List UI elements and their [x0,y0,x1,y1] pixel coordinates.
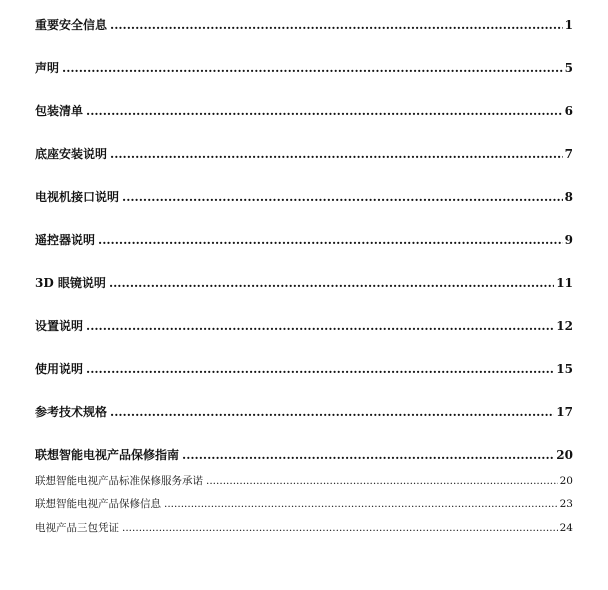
toc-page-number: 23 [559,498,573,510]
toc-dot-leader [109,275,554,291]
toc-entry-title: 电视产品三包凭证 [35,522,119,534]
toc-entry[interactable] [35,17,573,33]
toc-dot-leader [164,497,558,511]
toc-page-number: 20 [559,475,573,487]
toc-dot-leader [122,521,558,535]
toc-entry[interactable] [35,318,573,334]
toc-entry[interactable] [35,232,573,248]
toc-entry-title: 包装清单 [35,104,84,118]
toc-page-number: 9 [564,233,573,247]
toc-entry[interactable] [35,447,573,463]
toc-dot-leader [110,146,563,162]
toc-entry[interactable] [35,189,573,205]
toc-page-number: 24 [559,522,573,534]
toc-page-number: 17 [556,405,573,419]
toc-dot-leader [122,189,563,205]
toc-entry[interactable] [35,103,573,119]
toc-page-number: 15 [556,362,573,376]
toc-page-number: 1 [564,18,573,32]
toc-entry-title: 使用说明 [35,362,84,376]
toc-entry-title: 联想智能电视产品保修信息 [35,498,161,510]
toc-entry-title: 参考技术规格 [35,405,108,419]
toc-subentry[interactable] [35,521,573,535]
toc-entry-title: 设置说明 [35,319,84,333]
toc-page-number: 6 [564,104,573,118]
toc-entry-title: 联想智能电视产品保修指南 [35,448,180,462]
toc-entry-title: 底座安装说明 [35,147,108,161]
toc-page-number: 5 [564,61,573,75]
toc-dot-leader [206,474,558,488]
toc-dot-leader [110,404,554,420]
toc-subentry[interactable] [35,474,573,488]
toc-dot-leader [98,232,563,248]
toc-dot-leader [86,318,554,334]
toc-dot-leader [182,447,554,463]
toc-subentry[interactable] [35,497,573,511]
toc-dot-leader [110,17,563,33]
toc-page-number: 12 [556,319,573,333]
toc-dot-leader [86,103,563,119]
toc-entry[interactable] [35,404,573,420]
toc-entry-title: 联想智能电视产品标准保修服务承诺 [35,475,203,487]
toc-entry-title: 3D 眼镜说明 [35,276,106,290]
toc-page-number: 20 [556,448,573,462]
toc-page-number: 11 [556,276,573,290]
toc-entry[interactable] [35,60,573,76]
toc-dot-leader [86,361,554,377]
toc-page-number: 7 [564,147,573,161]
toc-page-number: 8 [564,190,573,204]
toc-entry-title: 遥控器说明 [35,233,96,247]
toc-dot-leader [62,60,563,76]
toc-entry-title: 电视机接口说明 [35,190,120,204]
toc-entry-title: 重要安全信息 [35,18,108,32]
toc-entry[interactable] [35,146,573,162]
toc-entry-title: 声明 [35,61,60,75]
toc-entry[interactable] [35,361,573,377]
toc-entry[interactable] [35,275,573,291]
